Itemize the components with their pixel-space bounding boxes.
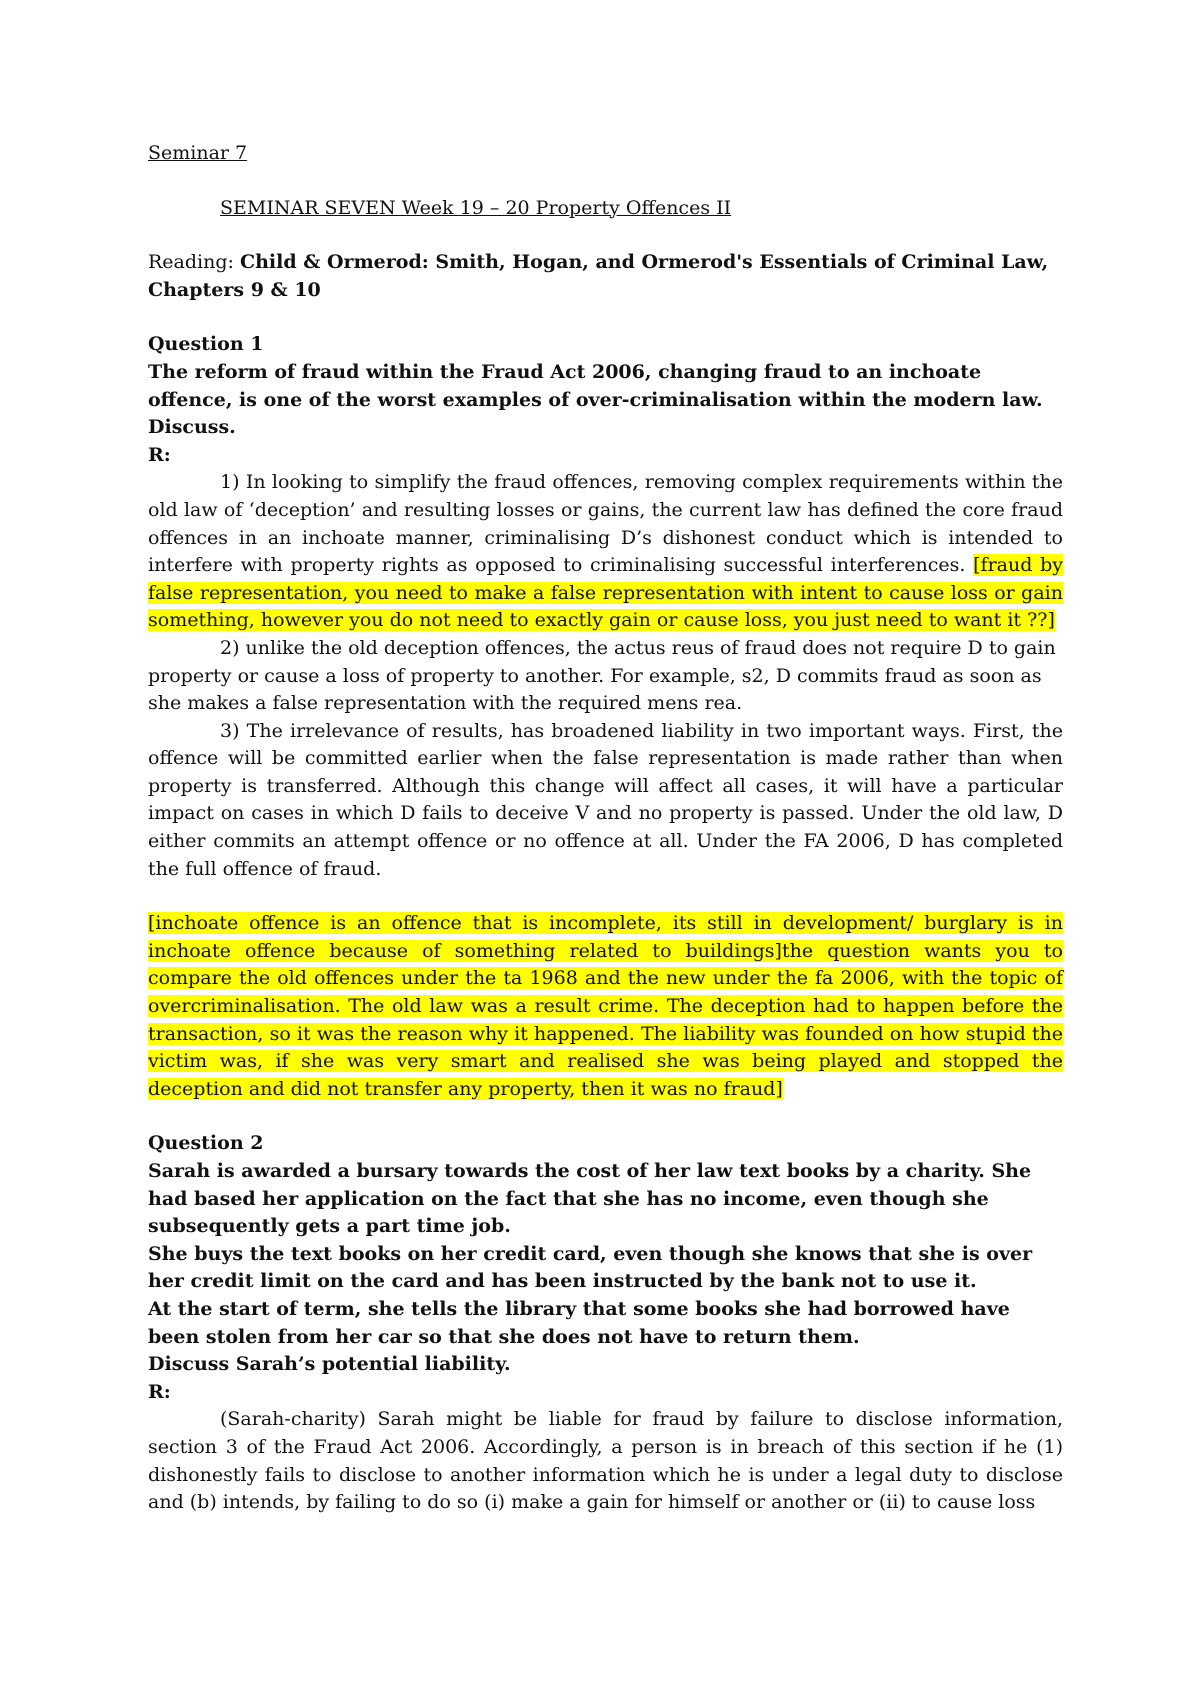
q1-point-1-highlight: [fraud by false representation, you need to make a false representation with intent to cause loss or gain something, however you do not need to exactly gain or cause loss, you just need to want it ??] [148,554,1063,632]
question-2-line-1: Sarah is awarded a bursary towards the cost of her law text books by a charity. She had based her application on the fact that she has no income, even though she subsequently gets a part time job. [148,1160,1032,1238]
q2-answer: (Sarah-charity) Sarah might be liable for fraud by failure to disclose information, section 3 of the Fraud Act 2006. Accordingly, a person is in breach of this section if he (1) dishonestly fails to disclose to another information which he is under a legal duty to disclose and (b) intends, by failing to do so (i) make a gain for himself or another or (ii) to cause loss [148,1408,1063,1514]
question-2-line-3: At the start of term, she tells the library that some books she had borrowed have been stolen from her car so that she does not have to return them. [148,1297,1010,1348]
q1-answer-point-1 [148,469,1063,635]
question-1-r-label: R: [148,443,171,466]
reading-line [148,249,1063,304]
reading-reference: Child & Ormerod: Smith, Hogan, and Ormerod's Essentials of Criminal Law, Chapters 9 & 10 [148,251,1049,301]
q1-note-highlight: [inchoate offence is an offence that is incomplete, its still in development/ burglary is in inchoate offence because of something related to buildings]the question wants you to compare the old offences under the ta 1968 and the new under the fa 2006, with the topic of overcriminalisation. The old law was a result crime. The deception had to happen before the transaction, so it was the reason why it happened. The liability was founded on how stupid the victim was, if she was very smart and realised she was being played and stopped the deception and did not transfer any property, then it was no fraud] [148,912,1063,1100]
q1-point-1-text: 1) In looking to simplify the fraud offences, removing complex requirements within the old law of ‘deception’ and resulting losses or gains, the current law has defined the core fraud offences in an inchoate manner, criminalising D’s dishonest conduct which is intended to interfere with property rights as opposed to criminalising successful interferences. [148,471,1063,577]
seminar-label: Seminar 7 [148,142,248,164]
question-2-line-2: She buys the text books on her credit card, even though she knows that she is over her credit limit on the card and has been instructed by the bank not to use it. [148,1242,1033,1293]
question-2-r-label: R: [148,1380,171,1403]
q1-note [148,910,1063,1103]
document-title: SEMINAR SEVEN Week 19 – 20 Property Offences II [220,196,732,219]
question-2-heading: Question 2 [148,1132,264,1155]
document-page [148,140,1063,1517]
reading-prefix: Reading: [148,251,240,274]
question-1-text: The reform of fraud within the Fraud Act 2006, changing fraud to an inchoate offence, is one of the worst examples of over-criminalisation within the modern law. Discuss. [148,360,1043,439]
q1-answer-point-3: 3) The irrelevance of results, has broadened liability in two important ways. First, the offence will be committed earlier when the false representation is made rather than when property is transferred. Although this change will affect all cases, it will have a particular impact on cases in which D fails to deceive V and no property is passed. Under the old law, D either commits an attempt offence or no offence at all. Under the FA 2006, D has completed the full offence of fraud. [148,719,1063,880]
question-1-heading: Question 1 [148,333,264,356]
q1-answer-point-2: 2) unlike the old deception offences, the actus reus of fraud does not require D to gain property or cause a loss of property to another. For example, s2, D commits fraud as soon as she makes a false representation with the required mens rea. [148,636,1056,715]
question-2-line-4: Discuss Sarah’s potential liability. [148,1353,511,1376]
